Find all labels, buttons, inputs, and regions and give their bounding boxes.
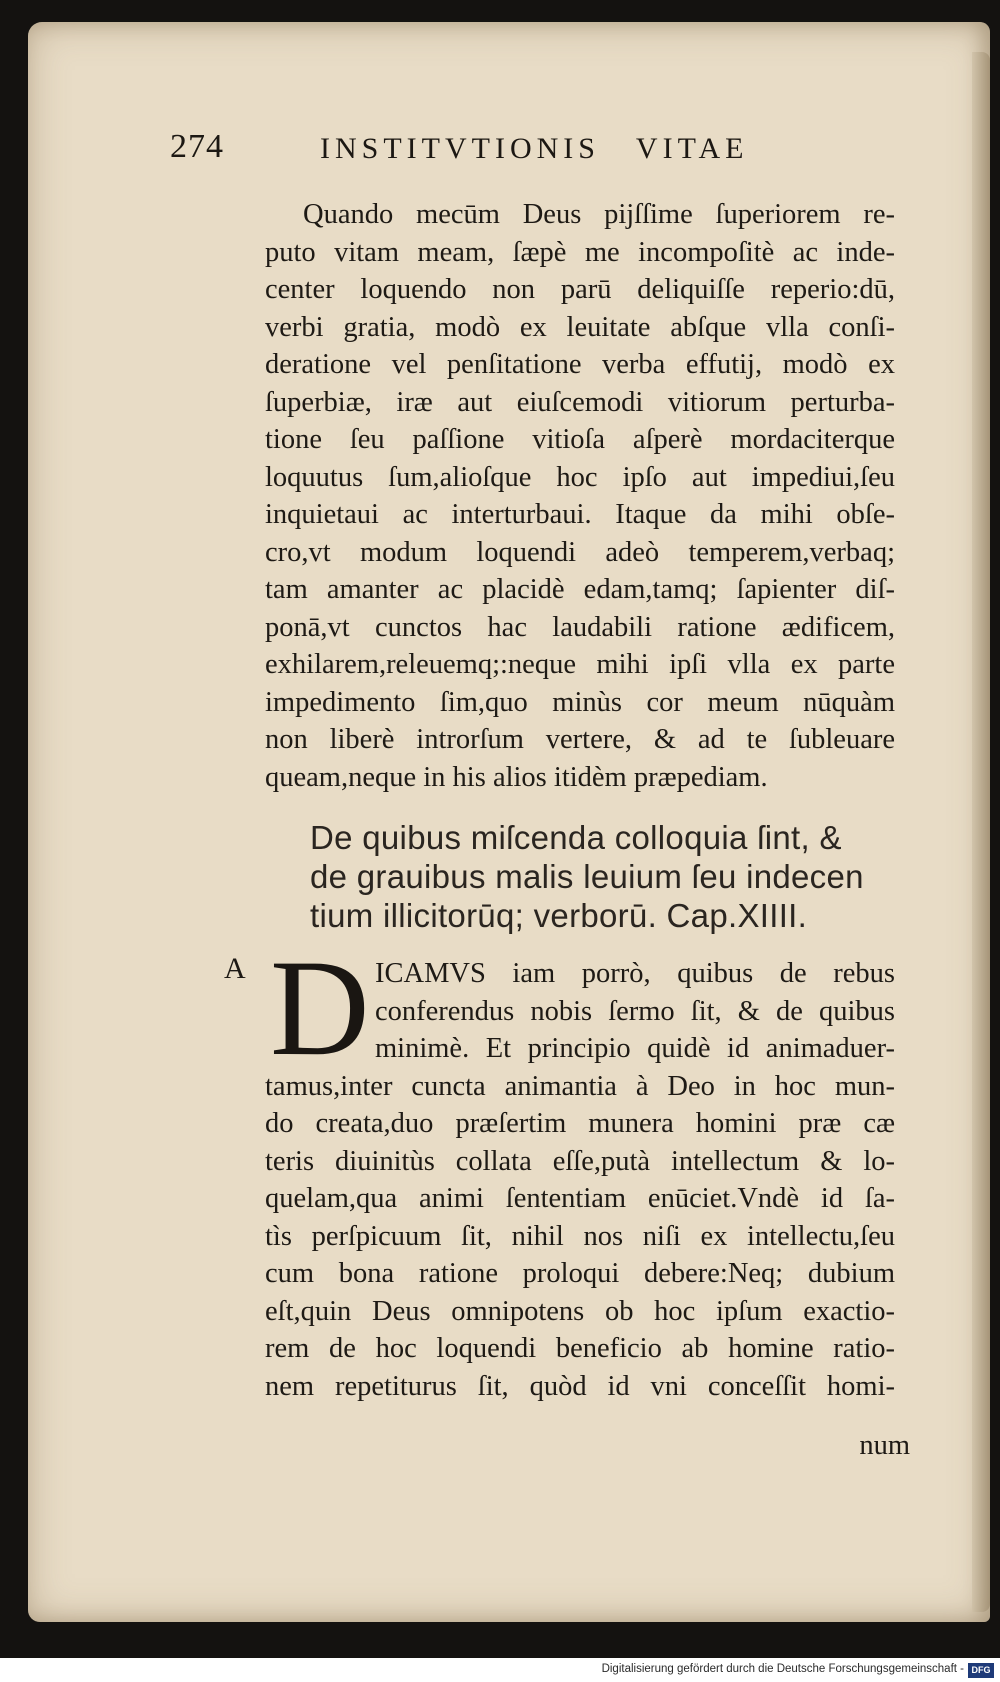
heading-line: De quibus miſcenda colloquia ſint, & [310,819,842,856]
text-line: center loquendo non parū deliquiſſe reperio:dū, [265,274,895,305]
text-line: tìs perſpicuum ſit, nihil nos niſi ex intellectu,ſeu [265,1220,895,1252]
chapter-heading [310,818,910,935]
page-header [170,128,860,178]
text-line: tam amanter ac placidè edam,tamq; ſapienter diſ- [265,574,895,605]
text-line: tione ſeu paſſione vitioſa aſperè mordaciterque [265,424,895,455]
text-line: inquietaui ac interturbaui. Itaque da mihi obſe- [265,499,895,530]
drop-cap-initial: D [270,931,370,1084]
footer-bar [0,1660,1000,1682]
text-line: nem repetiturus ſit, quòd id vni conceſſit homi- [265,1370,895,1402]
text-line: verbi gratia, modò ex leuitate abſque vlla conſi- [265,311,895,343]
text-line: minimè. Et principio quidè id animaduer- [375,1033,895,1064]
text-line: non liberè introrſum vertere, & ad te ſubleuare [265,724,895,755]
text-line: conferendus nobis ſermo ſit, & de quibus [375,995,895,1027]
chapter-body-paragraph [265,955,895,1405]
text-line: impedimento ſim,quo minùs cor meum nūquàm [265,686,895,718]
text-line: puto vitam meam, ſæpè me incompoſitè ac inde- [265,236,895,268]
heading-line: tium illicitorūq; verborū. Cap.XIIII. [310,897,808,934]
text-line: eſt,quin Deus omnipotens ob hoc ipſum exactio- [265,1295,895,1327]
text-line: tamus,inter cuncta animantia à Deo in hoc mun- [265,1070,895,1102]
text-line: exhilarem,releuemq;:neque mihi ipſi vlla ex parte [265,649,895,680]
text-line: teris diuinitùs collata eſſe,putà intellectum & lo- [265,1145,895,1177]
catchword: num [859,1430,910,1461]
text-line: cum bona ratione proloqui debere:Neq; dubium [265,1258,895,1289]
margin-section-letter: A [224,952,246,985]
dfg-logo: DFG [968,1663,994,1678]
text-line: ſuperbiæ, iræ aut eiuſcemodi vitiorum perturba- [265,386,895,418]
prayer-paragraph [265,196,895,796]
text-line: deratione vel penſitatione verba effutij, modò ex [265,349,895,380]
text-line: do creata,duo præſertim munera homini præ cæ [265,1108,895,1139]
heading-line: de grauibus malis leuium ſeu indecen [310,858,864,895]
running-title: INSTITVTIONIS VITAE [320,132,749,165]
text-line: queam,neque in his alios itidèm præpediam. [265,761,768,793]
text-line: Quando mecūm Deus pijſſime ſuperiorem re- [303,199,895,230]
text-line: cro,vt modum loquendi adeò temperem,verbaq; [265,536,895,568]
text-line: loquutus ſum,alioſque hoc ipſo aut impediui,ſeu [265,461,895,493]
text-line: ICAMVS iam porrò, quibus de rebus [375,958,895,989]
page-number: 274 [170,128,224,165]
page-edge [972,52,990,1612]
funding-credit: Digitalisierung gefördert durch die Deutsche Forschungsgemeinschaft - [601,1663,964,1675]
text-line: quelam,qua animi ſententiam enūciet.Vndè id ſa- [265,1183,895,1214]
text-line: ponā,vt cunctos hac laudabili ratione ædificem, [265,611,895,643]
text-line: rem de hoc loquendi beneficio ab homine ratio- [265,1333,895,1364]
